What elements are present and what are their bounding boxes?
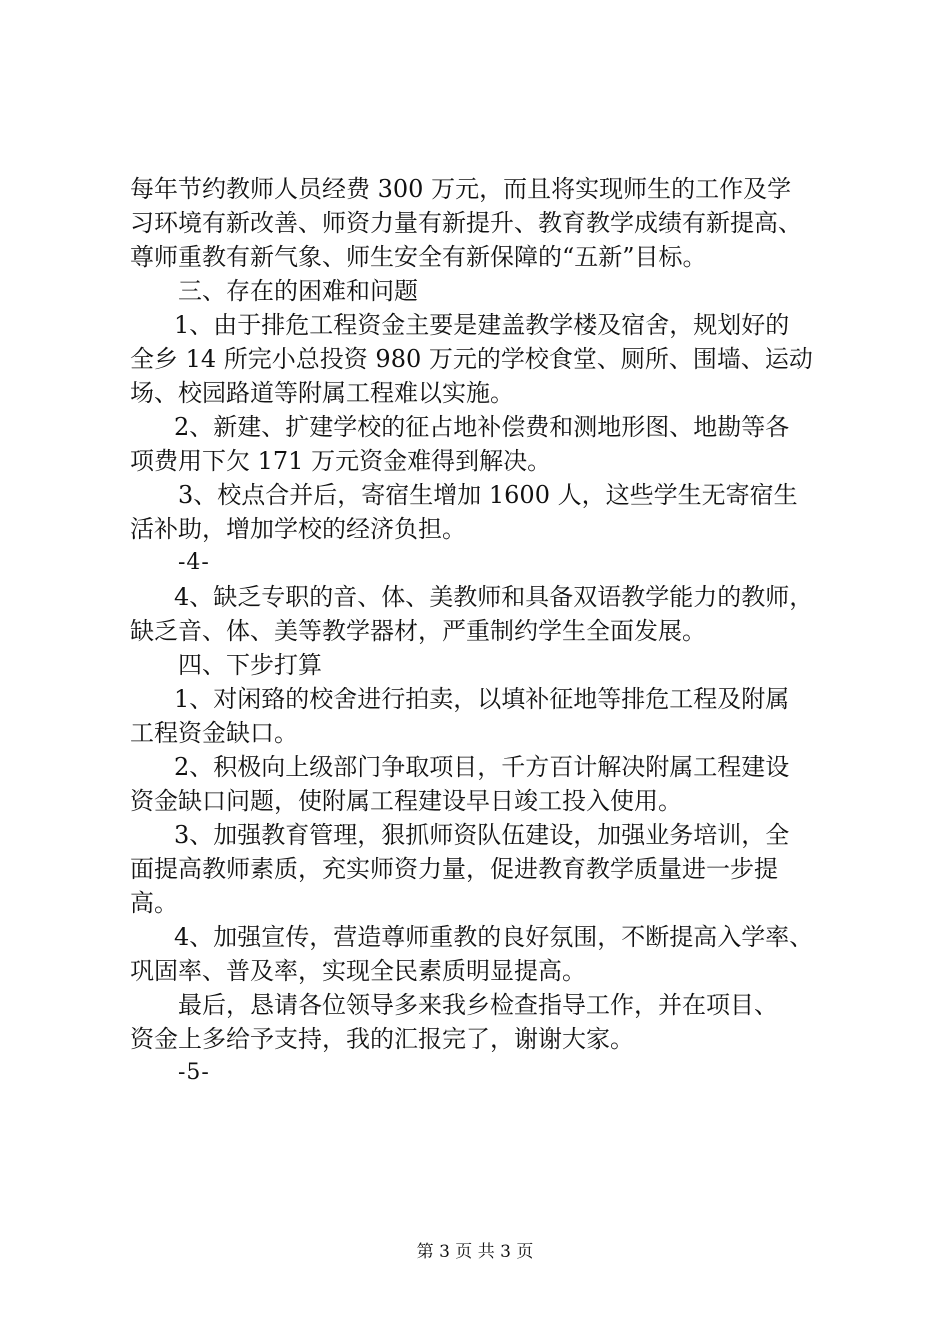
page-marker: -5- [178,1060,210,1085]
text-line: 工程资金缺口。 [130,719,298,747]
section-heading: 三、存在的困难和问题 [178,277,418,305]
text-line: 最后，恳请各位领导多来我乡检查指导工作，并在项目、 [178,991,778,1019]
text-line: 2、新建、扩建学校的征占地补偿费和测地形图、地勘等各 [174,413,790,441]
text-line: 习环境有新改善、师资力量有新提升、教育教学成绩有新提高、 [130,209,802,237]
text-line: 2、积极向上级部门争取项目，千方百计解决附属工程建设 [174,753,790,781]
page-footer: 第 3 页 共 3 页 [416,1242,534,1262]
section-heading: 四、下步打算 [178,651,322,679]
text-line: 项费用下欠 171 万元资金难得到解决。 [130,447,552,475]
text-line: 4、加强宣传，营造尊师重教的良好氛围，不断提高入学率、 [174,923,814,951]
text-line: 尊师重教有新气象、师生安全有新保障的“五新”目标。 [130,243,707,271]
text-line: 每年节约教师人员经费 300 万元，而且将实现师生的工作及学 [130,175,792,203]
text-line: 资金缺口问题，使附属工程建设早日竣工投入使用。 [130,787,682,815]
text-line: 3、加强教育管理，狠抓师资队伍建设，加强业务培训，全 [174,821,790,849]
text-line: 1、对闲臵的校舍进行拍卖，以填补征地等排危工程及附属 [174,685,790,713]
text-line: 活补助，增加学校的经济负担。 [130,515,466,543]
text-line: 全乡 14 所完小总投资 980 万元的学校食堂、厕所、围墙、运动 [130,345,813,373]
page-marker: -4- [178,550,210,575]
text-line: 资金上多给予支持，我的汇报完了，谢谢大家。 [130,1025,634,1053]
text-line: 4、缺乏专职的音、体、美教师和具备双语教学能力的教师， [174,583,814,611]
document-body [130,172,850,1090]
text-line: 高。 [130,889,178,917]
text-line: 场、校园路道等附属工程难以实施。 [130,379,514,407]
text-line: 面提高教师素质，充实师资力量，促进教育教学质量进一步提 [130,855,778,883]
text-line: 巩固率、普及率，实现全民素质明显提高。 [130,957,586,985]
text-line: 3、校点合并后，寄宿生增加 1600 人，这些学生无寄宿生 [178,481,798,509]
text-line: 1、由于排危工程资金主要是建盖教学楼及宿舍，规划好的 [174,311,790,339]
text-line: 缺乏音、体、美等教学器材，严重制约学生全面发展。 [130,617,706,645]
